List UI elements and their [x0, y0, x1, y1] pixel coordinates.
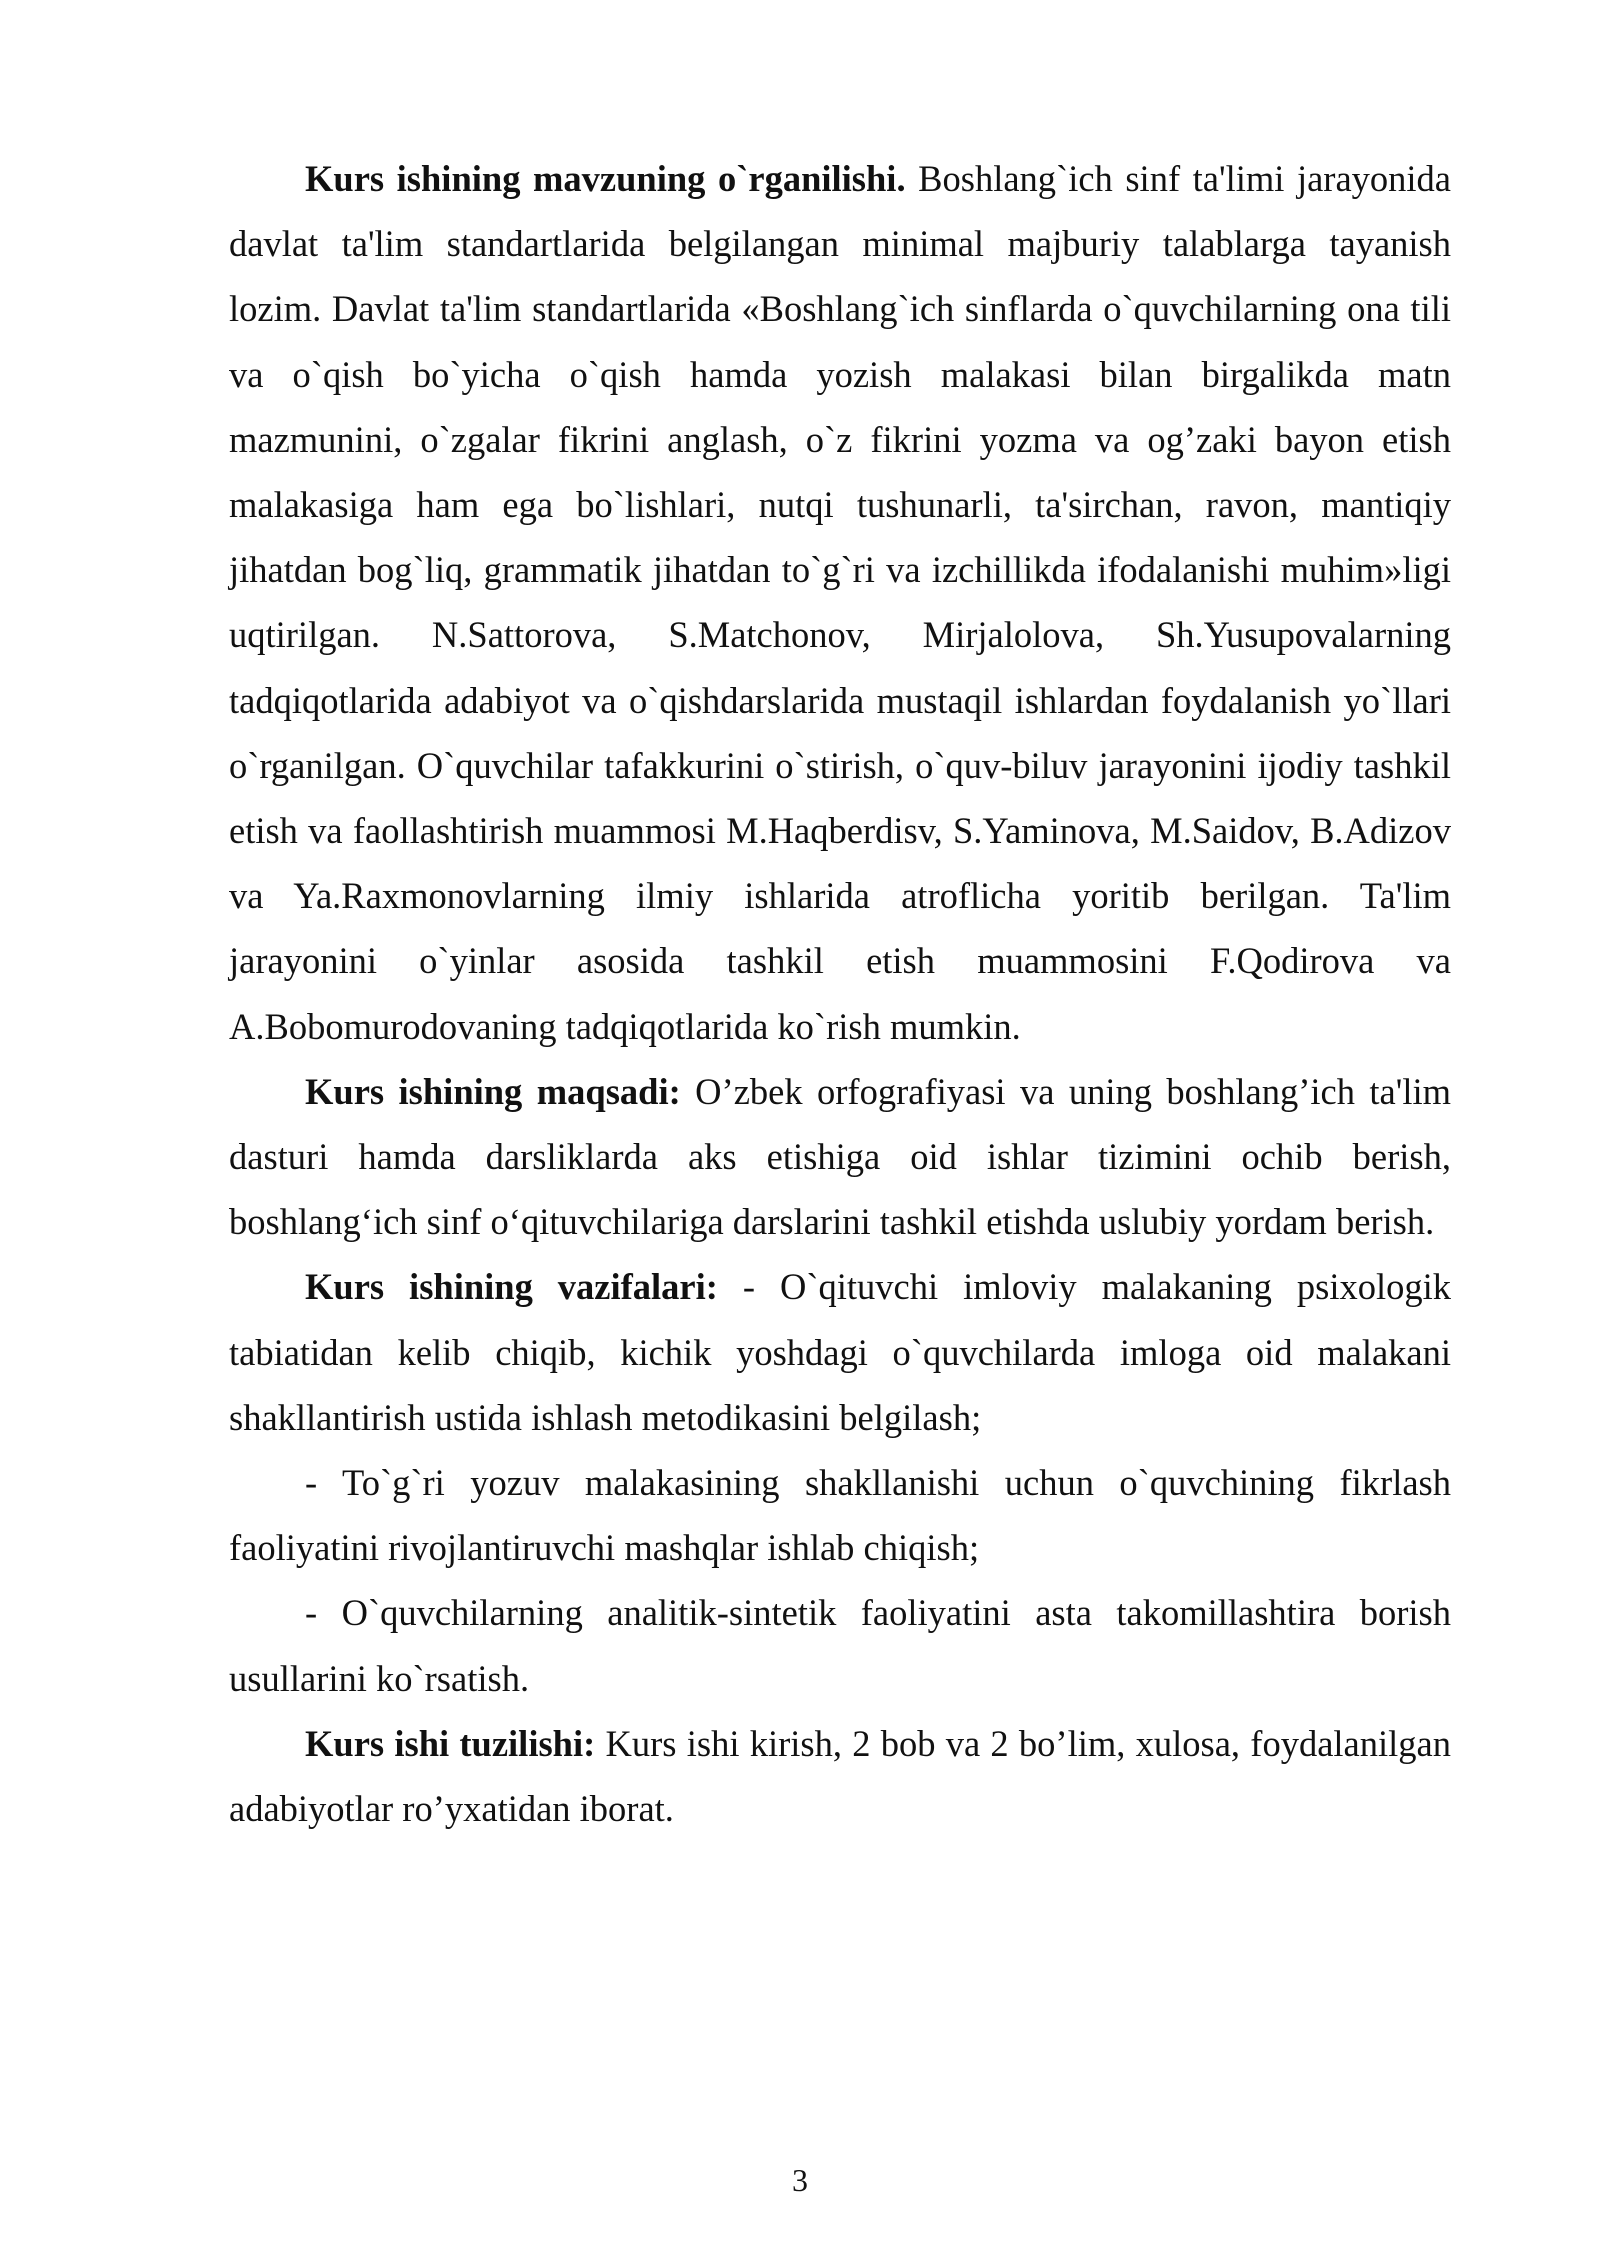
body-task-item-2: - To`g`ri yozuv malakasining shakllanishi uchun o`quvchining fikrlash faoliyatini rivojlantiruvchi mashqlar ishlab chiqish; [229, 1462, 1451, 1569]
paragraph-task-item-2 [229, 1450, 1451, 1580]
paragraph-structure [229, 1711, 1451, 1841]
heading-structure: Kurs ishi tuzilishi: [305, 1722, 596, 1764]
body-goal: O’zbek orfografiyasi va uning boshlang’ich ta'lim dasturi hamda darsliklarda aks etishiga oid ishlar tizimini ochib berish, boshlang‘ich sinf o‘qituvchilariga darslarini tashkil etishda uslubiy yordam berish. [229, 1070, 1451, 1243]
page-number: 3 [792, 2162, 808, 2198]
heading-tasks: Kurs ishining vazifalari: [305, 1266, 718, 1308]
paragraph-task-item-3 [229, 1580, 1451, 1710]
body-study-of-topic: Boshlang`ich sinf ta'limi jarayonida davlat ta'lim standartlarida belgilangan minimal majburiy talablarga tayanish lozim. Davlat ta'lim standartlarida «Boshlang`ich sinflarda o`quvchilarning ona tili va o`qish bo`yicha o`qish hamda yozish malakasi bilan birgalikda matn mazmunini, o`zgalar fikrini anglash, o`z fikrini yozma va og’zaki bayon etish malakasiga ham ega bo`lishlari, nutqi tushunarli, ta'sirchan, ravon, mantiqiy jihatdan bog`liq, grammatik jihatdan to`g`ri va izchillikda ifodalanishi muhim»ligi uqtirilgan. N.Sattorova, S.Matchonov, Mirjalolova, Sh.Yusupovalarning tadqiqotlarida adabiyot va o`qishdarslarida mustaqil ishlardan foydalanish yo`llari o`rganilgan. O`quvchilar tafakkurini o`stirish, o`quv-biluv jarayonini ijodiy tashkil etish va faollashtirish muammosi M.Haqberdisv, S.Yaminova, M.Saidov, B.Adizov va Ya.Raxmonovlarning ilmiy ishlarida atroflicha yoritib berilgan. Ta'lim jarayonini o`yinlar asosida tashkil etish muammosini F.Qodirova va A.Bobomurodovaning tadqiqotlarida ko`rish mumkin. [229, 158, 1452, 1047]
heading-goal: Kurs ishining maqsadi: [305, 1070, 681, 1112]
body-structure: Kurs ishi kirish, 2 bob va 2 bo’lim, xulosa, foydalanilgan adabiyotlar ro’yxatidan iborat. [229, 1722, 1451, 1830]
document-page [229, 146, 1451, 1841]
body-tasks: - O`qituvchi imloviy malakaning psixologik tabiatidan kelib chiqib, kichik yoshdagi o`quvchilarda imloga oid malakani shakllantirish ustida ishlash metodikasini belgilash; [229, 1266, 1451, 1438]
paragraph-tasks [229, 1254, 1451, 1450]
heading-study-of-topic: Kurs ishining mavzuning o`rganilishi. [305, 158, 906, 199]
body-task-item-3: - O`quvchilarning analitik-sintetik faoliyatini asta takomillashtira borish usullarini ko`rsatish. [229, 1592, 1451, 1699]
paragraph-goal [229, 1059, 1451, 1255]
paragraph-study-of-topic [229, 146, 1451, 1059]
